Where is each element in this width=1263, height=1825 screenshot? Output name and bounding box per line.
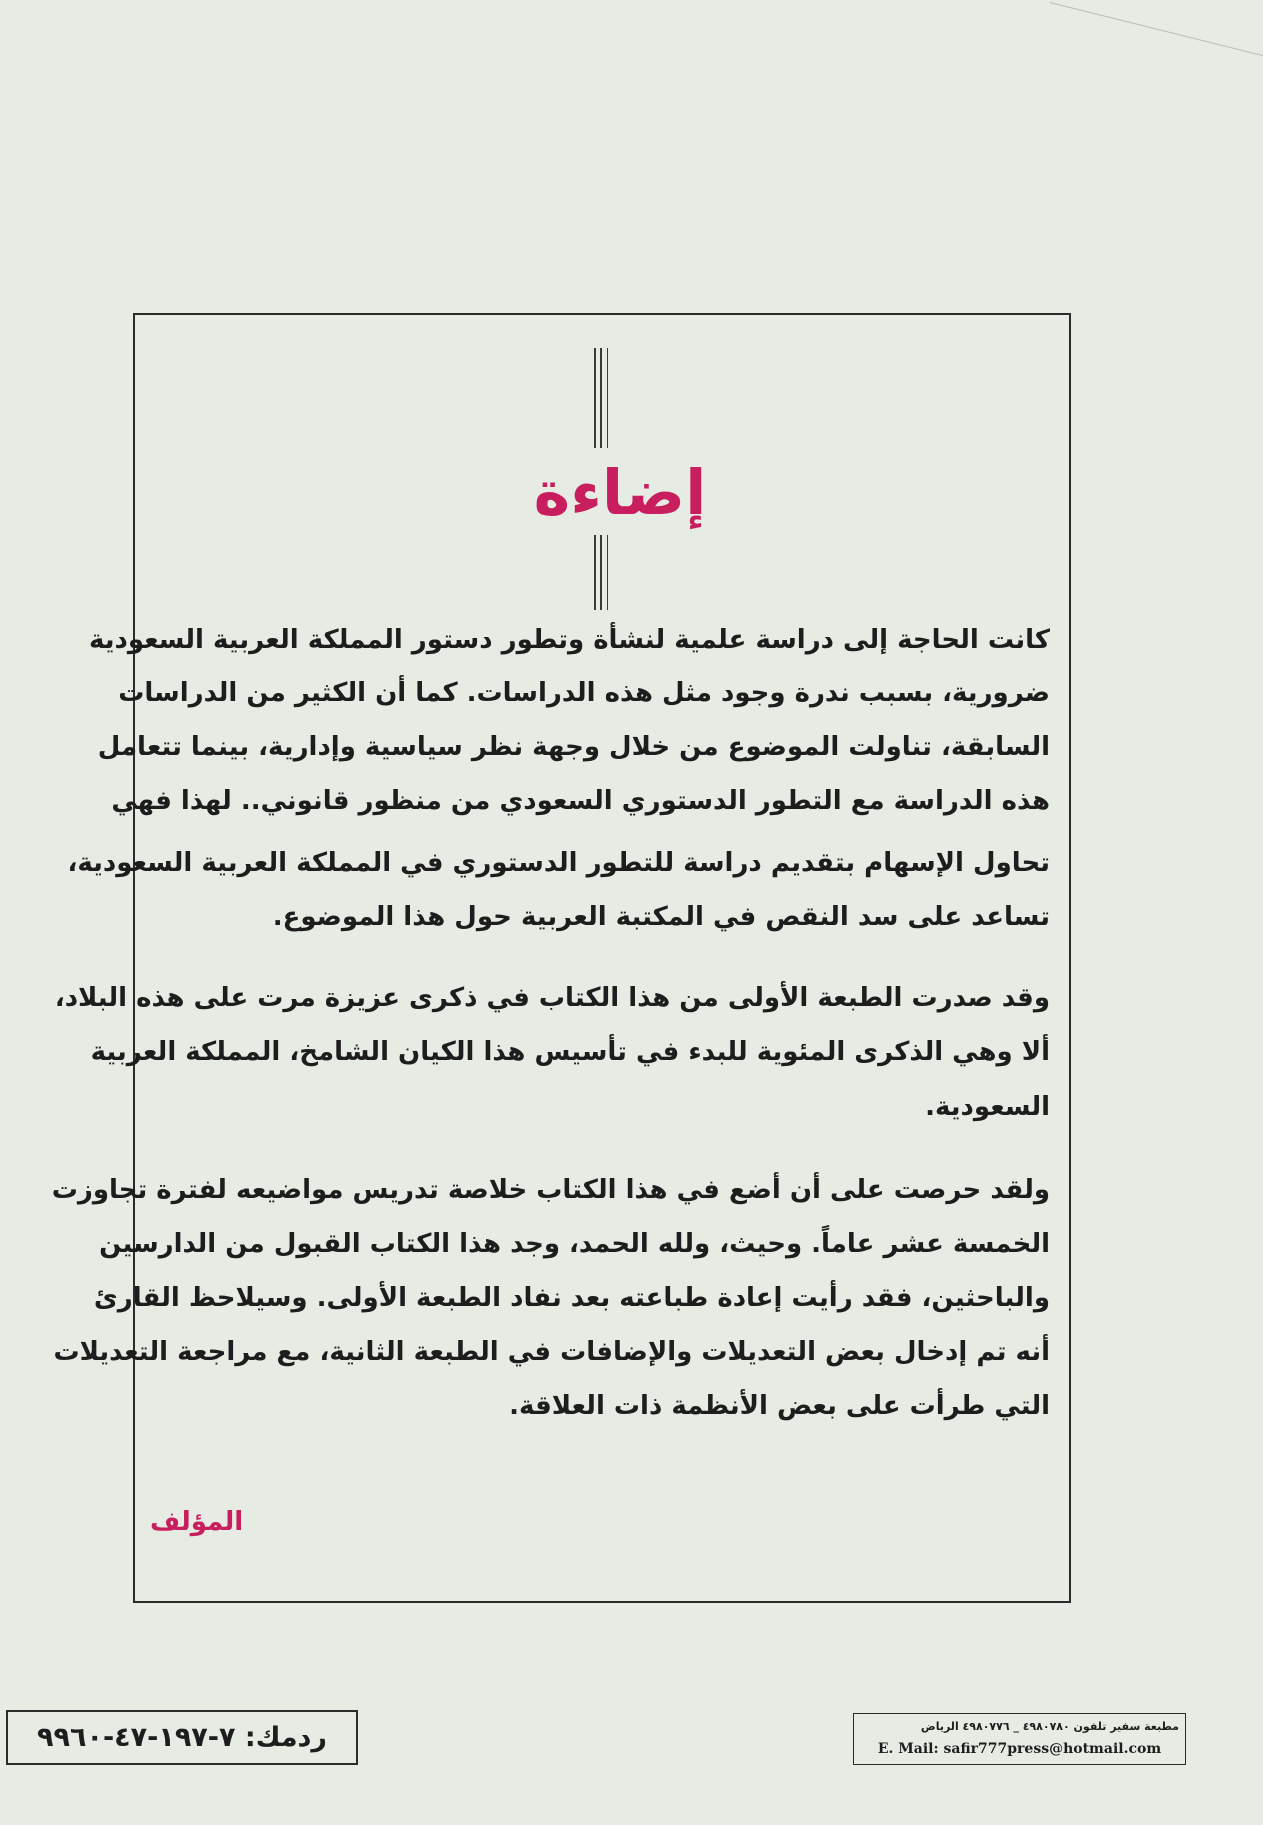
paragraph-3-line-3: والباحثين، فقد رأيت إعادة طباعته بعد نفاد الطبعة الأولى. وسيلاحظ القارئ xyxy=(93,1283,1050,1313)
printer-name-phone: مطبعة سفير تلفون ٤٩٨٠٧٨٠ _ ٤٩٨٠٧٧٦ الرياض xyxy=(920,1720,1179,1733)
paragraph-3-line-4: أنه تم إدخال بعض التعديلات والإضافات في الطبعة الثانية، مع مراجعة التعديلات xyxy=(53,1337,1050,1367)
paragraph-3-line-1: ولقد حرصت على أن أضع في هذا الكتاب خلاصة تدريس مواضيعه لفترة تجاوزت xyxy=(51,1175,1050,1205)
printer-email: E. Mail: safir777press@hotmail.com xyxy=(877,1741,1162,1757)
paragraph-2-line-2: ألا وهي الذكرى المئوية للبدء في تأسيس هذا الكيان الشامخ، المملكة العربية xyxy=(90,1037,1050,1067)
paragraph-3-line-5: التي طرأت على بعض الأنظمة ذات العلاقة. xyxy=(509,1391,1050,1421)
printer-info-box xyxy=(853,1713,1186,1765)
paragraph-3-line-2: الخمسة عشر عاماً. وحيث، ولله الحمد، وجد هذا الكتاب القبول من الدارسين xyxy=(99,1229,1050,1259)
isbn-box: ردمك: ٧-١٩٧-٤٧-٩٩٦٠ xyxy=(6,1710,358,1765)
author-signature: المؤلف xyxy=(150,1507,244,1537)
paragraph-1-line-6: تساعد على سد النقص في المكتبة العربية حول هذا الموضوع. xyxy=(272,902,1050,932)
paragraph-2-line-1: وقد صدرت الطبعة الأولى من هذا الكتاب في ذكرى عزيزة مرت على هذه البلاد، xyxy=(54,983,1050,1013)
body-text xyxy=(51,0,1050,1500)
paragraph-1-line-3: السابقة، تناولت الموضوع من خلال وجهة نظر سياسية وإدارية، بينما تتعامل xyxy=(97,732,1050,762)
paragraph-1-line-4: هذه الدراسة مع التطور الدستوري السعودي من منظور قانوني.. لهذا فهي xyxy=(111,786,1050,816)
paper-scratch-mark xyxy=(1050,2,1263,56)
paragraph-1-line-1: كانت الحاجة إلى دراسة علمية لنشأة وتطور دستور المملكة العربية السعودية xyxy=(88,625,1050,655)
paragraph-2-line-3: السعودية. xyxy=(925,1092,1050,1122)
paragraph-1-line-2: ضرورية، بسبب ندرة وجود مثل هذه الدراسات. كما أن الكثير من الدراسات xyxy=(118,678,1050,708)
paragraph-1-line-5: تحاول الإسهام بتقديم دراسة للتطور الدستوري في المملكة العربية السعودية، xyxy=(67,848,1050,878)
page-title: إضاءة xyxy=(533,456,707,529)
